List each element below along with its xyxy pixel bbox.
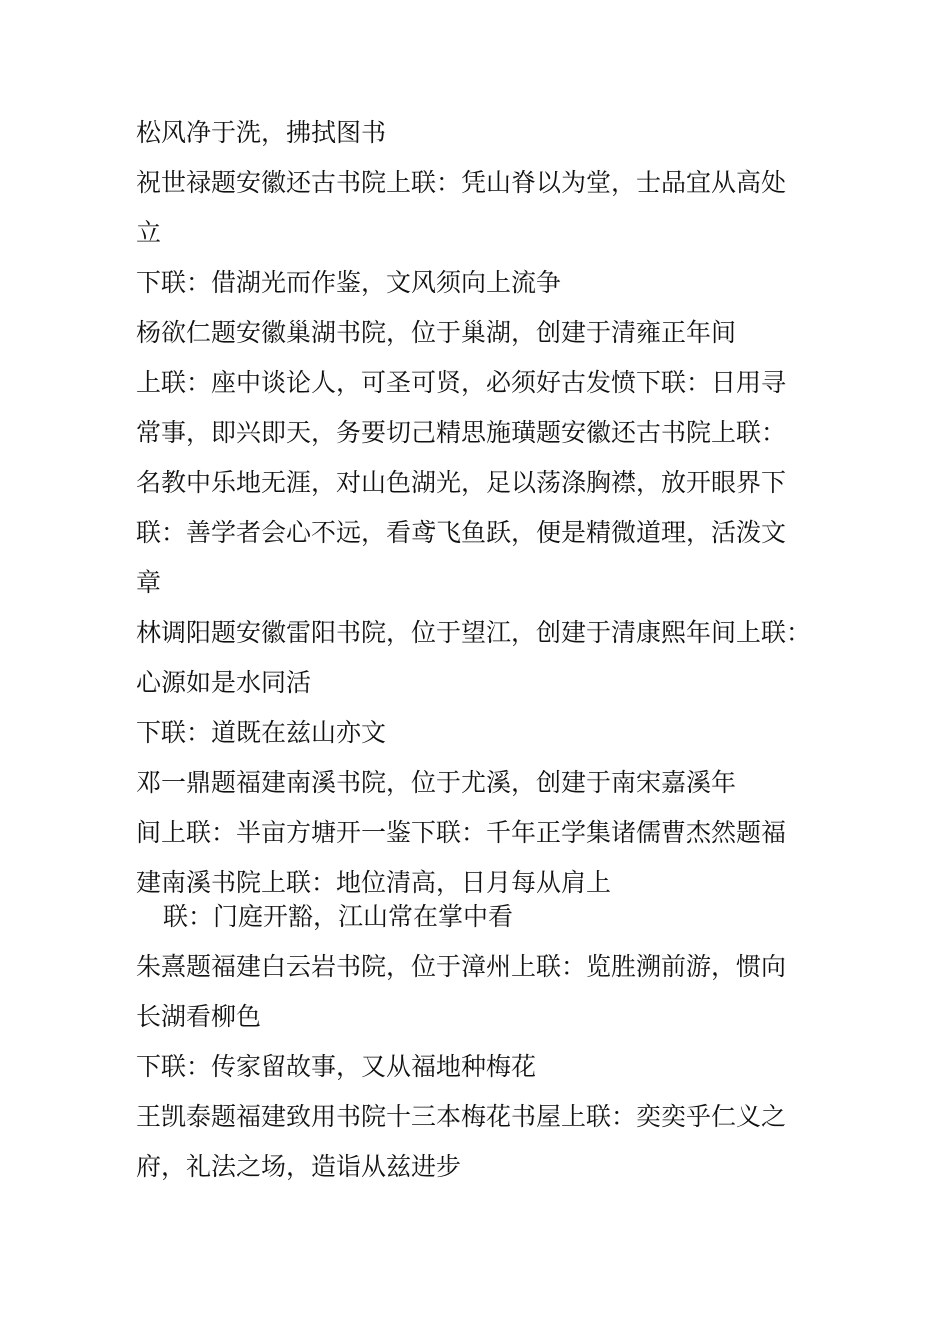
text-line: 名教中乐地无涯，对山色湖光，足以荡涤胸襟，放开眼界下: [136, 468, 787, 497]
text-line: 立: [136, 218, 162, 247]
text-line: 祝世禄题安徽还古书院上联：凭山脊以为堂，士品宜从高处: [136, 168, 787, 197]
text-line: 联：门庭开豁，江山常在掌中看: [163, 902, 514, 931]
text-line: 下联：传家留故事，又从福地种梅花: [136, 1052, 537, 1081]
text-line: 王凯泰题福建致用书院十三本梅花书屋上联：奕奕乎仁义之: [136, 1102, 787, 1131]
text-line: 心源如是水同活: [136, 668, 312, 697]
text-line: 松风净于洗，拂拭图书: [136, 118, 387, 147]
text-line: 联：善学者会心不远，看鸢飞鱼跃，便是精微道理，活泼文: [136, 518, 787, 547]
text-line: 常事，即兴即天，务要切己精思施璜题安徽还古书院上联：: [136, 418, 787, 447]
text-line: 建南溪书院上联：地位清高，日月每从肩上: [136, 868, 612, 897]
text-line: 府，礼法之场，造诣从兹进步: [136, 1152, 462, 1181]
text-line: 朱熹题福建白云岩书院，位于漳州上联：览胜溯前游，惯向: [136, 952, 787, 981]
text-line: 杨欲仁题安徽巢湖书院，位于巢湖，创建于清雍正年间: [136, 318, 737, 347]
text-line: 间上联：半亩方塘开一鉴下联：千年正学集诸儒曹杰然题福: [136, 818, 787, 847]
text-line: 上联：座中谈论人，可圣可贤，必须好古发愤下联：日用寻: [136, 368, 787, 397]
text-line: 长湖看柳色: [136, 1002, 262, 1031]
text-line: 下联：道既在兹山亦文: [136, 718, 387, 747]
text-line: 林调阳题安徽雷阳书院，位于望江，创建于清康熙年间上联：: [136, 618, 812, 647]
text-line: 下联：借湖光而作鉴，文风须向上流争: [136, 268, 562, 297]
text-line: 邓一鼎题福建南溪书院，位于尤溪，创建于南宋嘉溪年: [136, 768, 737, 797]
text-line: 章: [136, 568, 162, 597]
document-body: [136, 112, 816, 1196]
